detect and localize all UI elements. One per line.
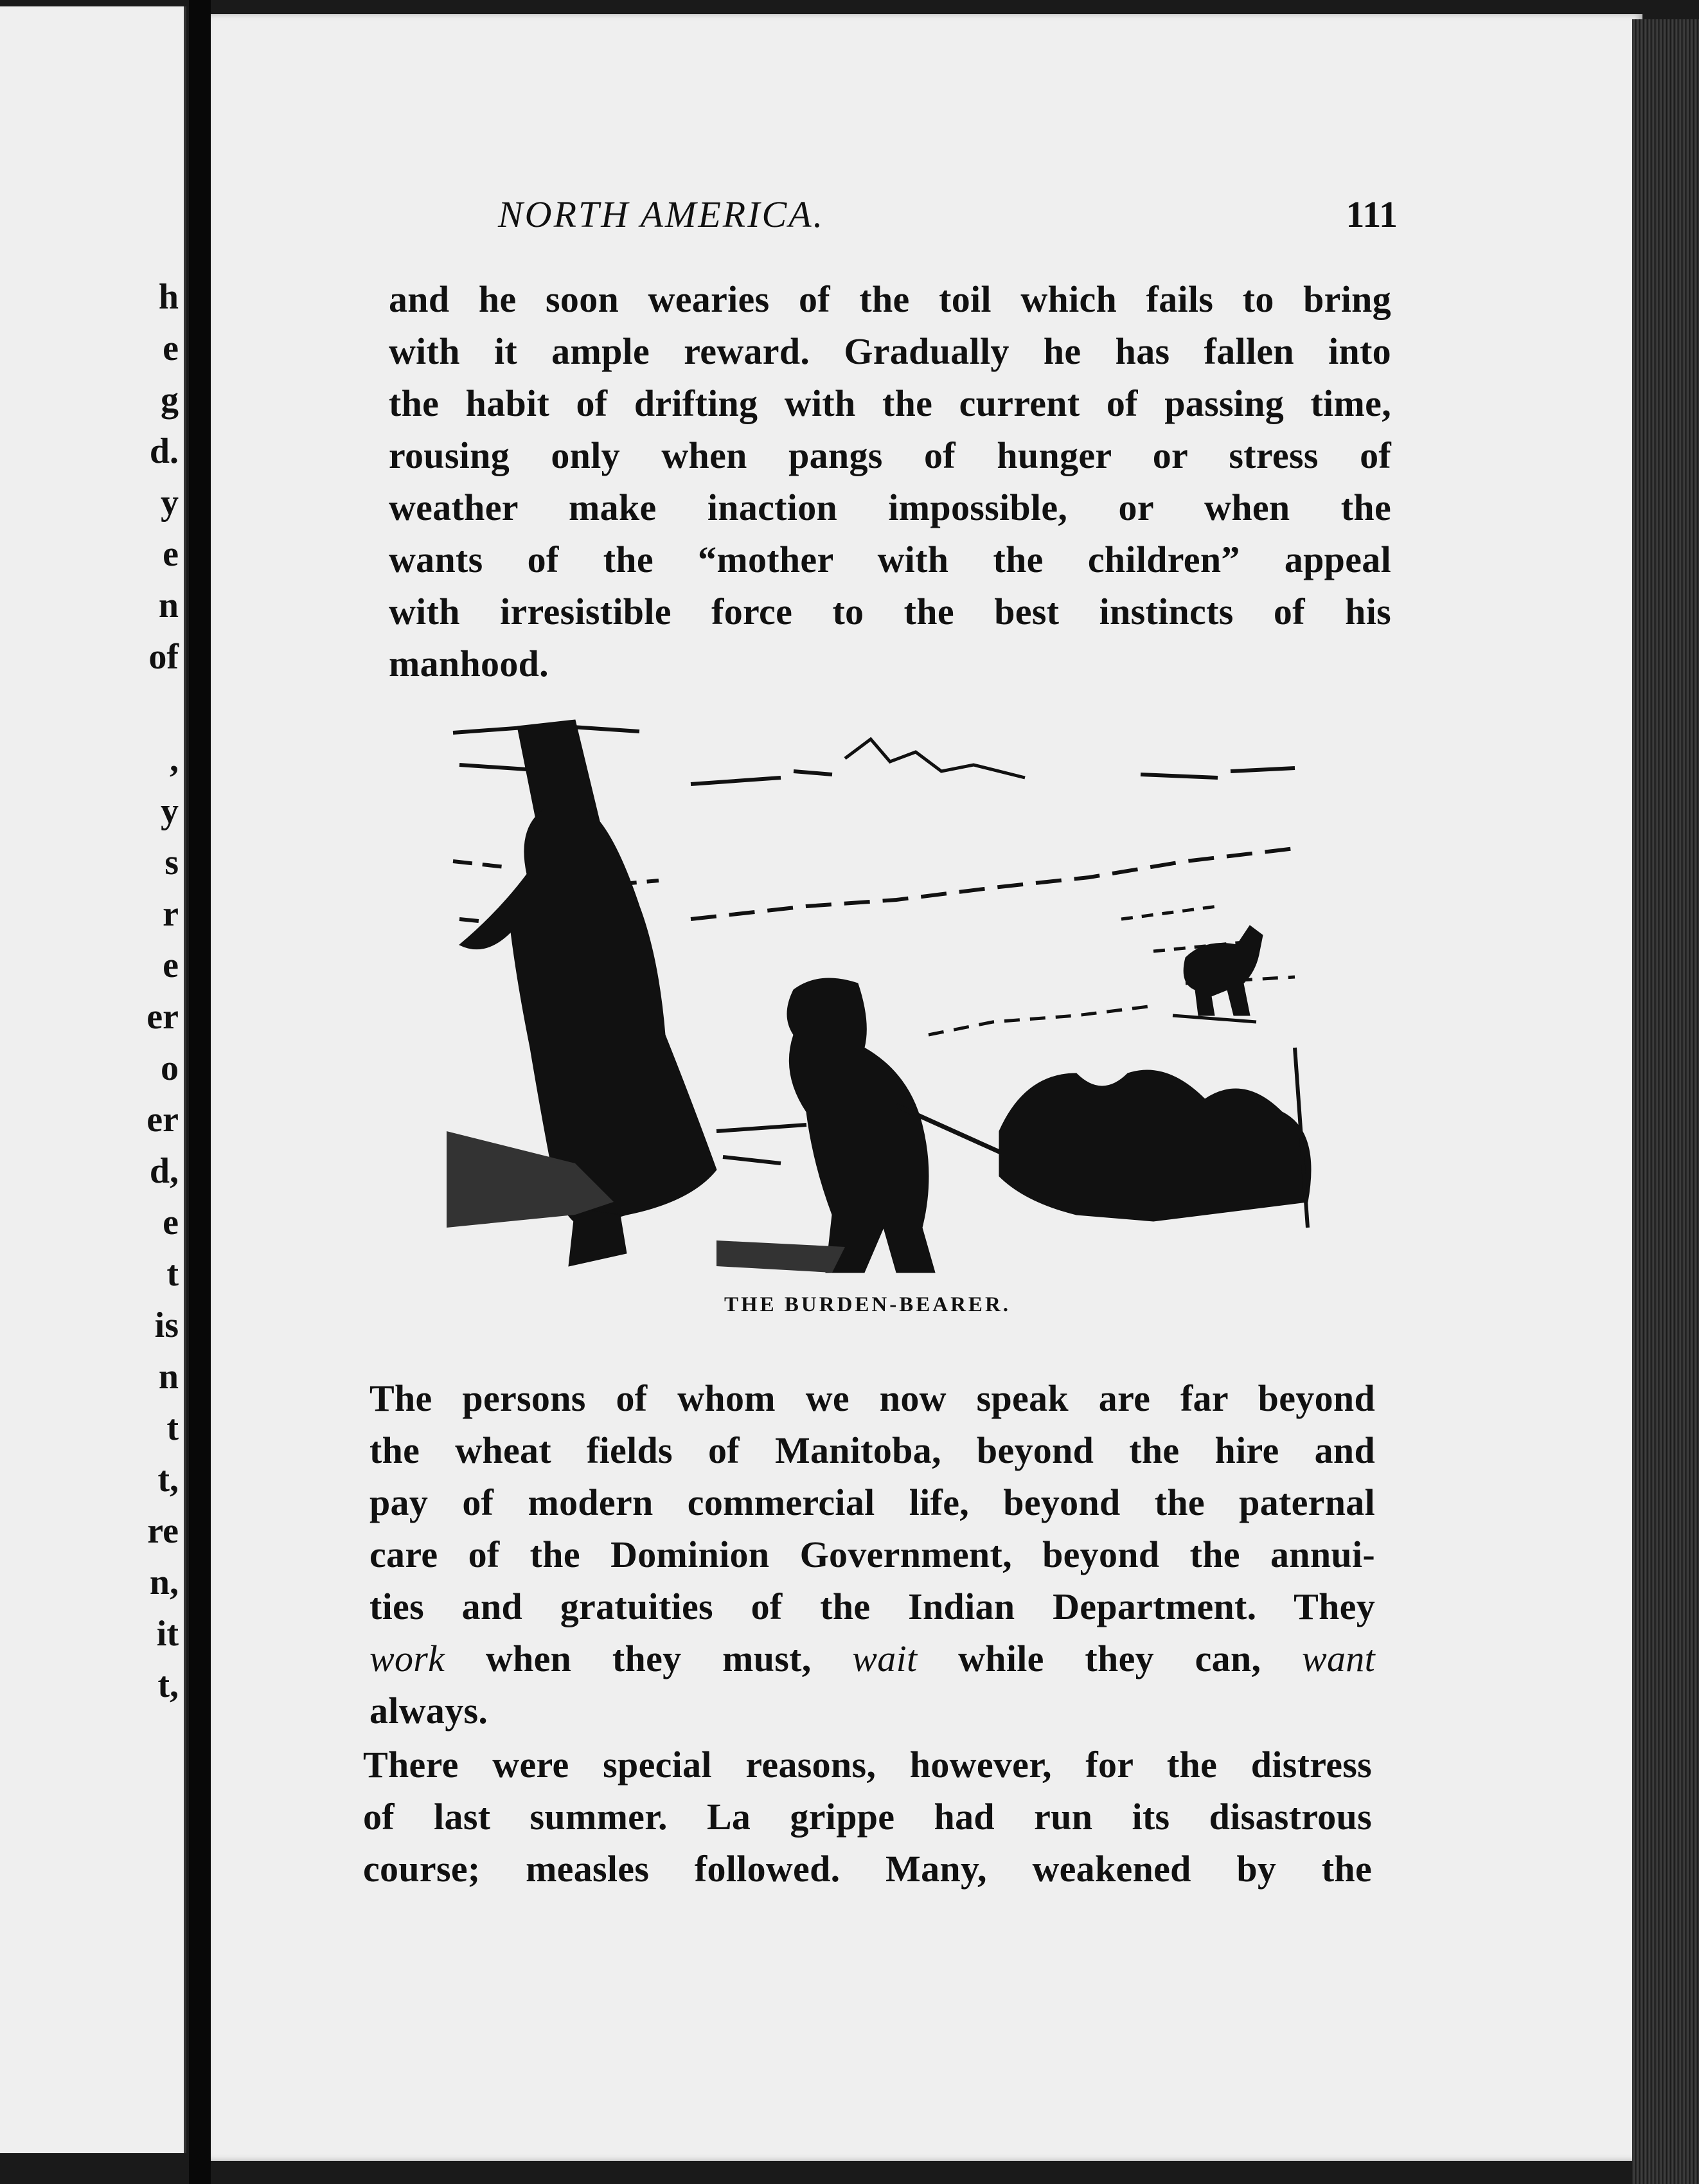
text-line: pay of modern commercial life, beyond the paternal bbox=[369, 1481, 1375, 1523]
italic-word: work bbox=[369, 1638, 445, 1679]
page-number: 111 bbox=[1346, 193, 1398, 235]
edge-letter: it bbox=[156, 1614, 179, 1654]
edge-letter: y bbox=[161, 791, 179, 831]
edge-letter: n bbox=[158, 1357, 179, 1397]
text-line: and he soon wearies of the toil which fails to bring bbox=[389, 278, 1391, 320]
text-line: care of the Dominion Government, beyond the annui- bbox=[369, 1534, 1375, 1575]
edge-letter: e bbox=[163, 328, 179, 368]
edge-letter: h bbox=[158, 277, 179, 317]
running-title: NORTH AMERICA. bbox=[498, 193, 825, 235]
edge-letter: t bbox=[166, 1254, 179, 1294]
text-line: ties and gratuities of the Indian Department. They bbox=[369, 1586, 1375, 1627]
paragraph-3 bbox=[363, 1739, 1372, 1895]
text-line-italic-mixed bbox=[369, 1633, 1375, 1685]
page-edge-stack bbox=[1632, 19, 1699, 2184]
text-line: The persons of whom we now speak are far beyond bbox=[369, 1377, 1375, 1419]
edge-letter: e bbox=[163, 945, 179, 985]
text-line: with irresistible force to the best instincts of his bbox=[389, 591, 1391, 632]
edge-letter: e bbox=[163, 1203, 179, 1242]
edge-letter: t bbox=[166, 1408, 179, 1448]
text-line: rousing only when pangs of hunger or stress of bbox=[389, 434, 1391, 476]
book-gutter bbox=[189, 0, 211, 2184]
edge-letter: e bbox=[163, 534, 179, 574]
edge-letter: o bbox=[161, 1048, 179, 1088]
edge-letter: y bbox=[161, 483, 179, 523]
text-line: There were special reasons, however, for the distress bbox=[363, 1744, 1372, 1786]
edge-letter: t, bbox=[157, 1665, 179, 1705]
italic-word: wait bbox=[852, 1638, 918, 1679]
text-line: wants of the “mother with the children” appeal bbox=[389, 539, 1391, 580]
paragraph-2 bbox=[369, 1372, 1375, 1737]
edge-letter: , bbox=[170, 740, 179, 780]
italic-word: want bbox=[1302, 1638, 1375, 1679]
paragraph-1 bbox=[389, 273, 1391, 690]
text-segment: when they must, bbox=[445, 1638, 853, 1679]
edge-letter: n bbox=[158, 586, 179, 625]
text-line: of last summer. La grippe had run its disastrous bbox=[363, 1796, 1372, 1838]
edge-letter: n, bbox=[149, 1562, 179, 1602]
burden-bearer-illustration bbox=[447, 713, 1321, 1279]
text-line: always. bbox=[369, 1690, 488, 1732]
text-segment: while they can, bbox=[917, 1638, 1302, 1679]
edge-letter: er bbox=[147, 1100, 179, 1140]
text-line: weather make inaction impossible, or when the bbox=[389, 487, 1391, 528]
text-line: course; measles followed. Many, weakened by the bbox=[363, 1848, 1372, 1890]
illustration-caption: THE BURDEN-BEARER. bbox=[724, 1293, 1011, 1316]
edge-letter: er bbox=[147, 997, 179, 1037]
text-line: manhood. bbox=[389, 643, 549, 685]
text-line: the wheat fields of Manitoba, beyond the hire and bbox=[369, 1429, 1375, 1471]
edge-letter: t, bbox=[157, 1460, 179, 1499]
edge-letter: d, bbox=[149, 1151, 179, 1191]
text-line: with it ample reward. Gradually he has fallen into bbox=[389, 330, 1391, 372]
edge-letter: s bbox=[165, 843, 179, 882]
edge-letter: d. bbox=[149, 431, 179, 471]
edge-letter: g bbox=[161, 380, 179, 420]
left-page-edge bbox=[0, 6, 186, 2153]
edge-letter: r bbox=[163, 894, 179, 934]
edge-letter: of bbox=[148, 637, 179, 677]
edge-letter: is bbox=[154, 1305, 179, 1345]
edge-letter: re bbox=[147, 1511, 179, 1551]
running-head bbox=[498, 193, 1398, 244]
text-line: the habit of drifting with the current of passing time, bbox=[389, 382, 1391, 424]
